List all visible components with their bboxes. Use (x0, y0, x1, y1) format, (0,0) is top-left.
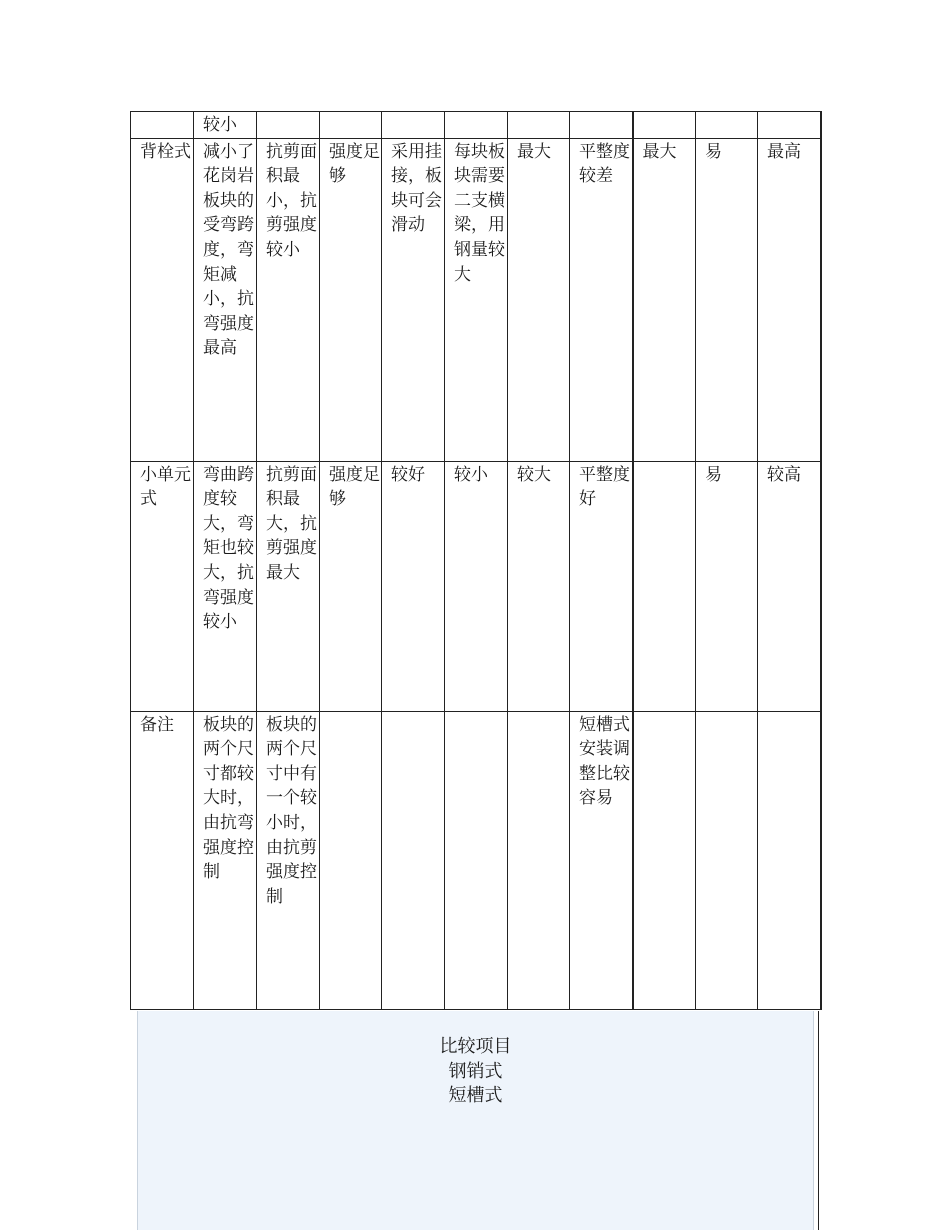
table-cell (194, 711, 257, 1009)
cell-text: 最大 (517, 141, 551, 162)
table-row (131, 112, 821, 139)
header-line: 比较项目 (439, 1036, 512, 1057)
cell-text: 抗剪面积最小，抗剪强度较小 (266, 141, 317, 260)
table-cell (194, 112, 257, 139)
table-cell (445, 461, 508, 711)
table-cell (758, 112, 821, 139)
header-line: 短槽式 (448, 1085, 503, 1106)
table-cell (758, 711, 821, 1009)
cell-text: 易 (705, 464, 722, 485)
table-cell (320, 461, 382, 711)
cell-text: 短槽式安装调整比较容易 (579, 714, 630, 809)
cell-text: 平整度较差 (579, 141, 630, 187)
cell-text: 最大 (642, 141, 677, 162)
table-cell (758, 461, 821, 711)
table-cell (131, 112, 194, 139)
cell-text: 强度足够 (329, 141, 380, 187)
table-cell (320, 711, 382, 1009)
table-cell (508, 138, 570, 461)
table-cell (696, 461, 758, 711)
cell-text: 较高 (767, 464, 801, 485)
table-cell (194, 138, 257, 461)
table-cell (633, 711, 696, 1009)
table-cell (131, 138, 194, 461)
table-cell (570, 461, 633, 711)
table-row (131, 461, 821, 711)
cell-text: 减小了花岗岩板块的受弯跨度，弯矩减小，抗弯强度最高 (203, 141, 254, 359)
cell-text: 板块的两个尺寸中有一个较小时，由抗剪强度控制 (266, 714, 317, 907)
cell-text: 弯曲跨度较大，弯矩也较大，抗弯强度较小 (203, 464, 254, 633)
cell-text: 采用挂接，板块可会滑动 (391, 141, 442, 236)
cell-text: 最高 (767, 141, 801, 162)
table-cell (570, 138, 633, 461)
table-cell (382, 461, 445, 711)
table-row (131, 138, 821, 461)
table-cell (257, 112, 320, 139)
table-cell (696, 138, 758, 461)
table-cell (633, 461, 696, 711)
table-cell (633, 138, 696, 461)
table-cell (257, 461, 320, 711)
table-cell (194, 461, 257, 711)
cell-text: 板块的两个尺寸都较大时，由抗弯强度控制 (203, 714, 254, 883)
cell-text: 每块板块需要二支横梁，用钢量较大 (454, 141, 505, 285)
table-row (131, 711, 821, 1009)
table-cell (696, 112, 758, 139)
table-cell (445, 711, 508, 1009)
cell-text: 易 (705, 141, 722, 162)
cell-text: 备注 (140, 714, 174, 735)
table-cell (445, 112, 508, 139)
table-cell (382, 138, 445, 461)
table-cell (382, 711, 445, 1009)
table-cell (382, 112, 445, 139)
cell-text: 小单元式 (140, 464, 191, 510)
cell-text: 强度足够 (329, 464, 380, 510)
table-cell (508, 711, 570, 1009)
cell-text: 抗剪面积最大，抗剪强度最大 (266, 464, 317, 583)
table-cell (445, 138, 508, 461)
comparison-table (130, 111, 822, 1010)
table-cell (508, 461, 570, 711)
cell-text: 背栓式 (140, 141, 191, 162)
table-cell (508, 112, 570, 139)
table-cell (758, 138, 821, 461)
cell-text: 较小 (203, 115, 237, 135)
cell-text: 较大 (517, 464, 551, 485)
table-border-line (818, 1011, 819, 1230)
table-cell (257, 711, 320, 1009)
table-cell (131, 461, 194, 711)
table-cell (320, 138, 382, 461)
table-cell (633, 112, 696, 139)
table-cell (320, 112, 382, 139)
table-cell (131, 711, 194, 1009)
header-line: 钢销式 (448, 1060, 503, 1082)
table-cell (570, 112, 633, 139)
cell-text: 较好 (391, 464, 425, 485)
cell-text: 较小 (454, 464, 488, 485)
table-cell (570, 711, 633, 1009)
next-table-header-cell (137, 1011, 814, 1230)
cell-text: 平整度好 (579, 464, 630, 510)
table-cell (696, 711, 758, 1009)
table-cell (257, 138, 320, 461)
